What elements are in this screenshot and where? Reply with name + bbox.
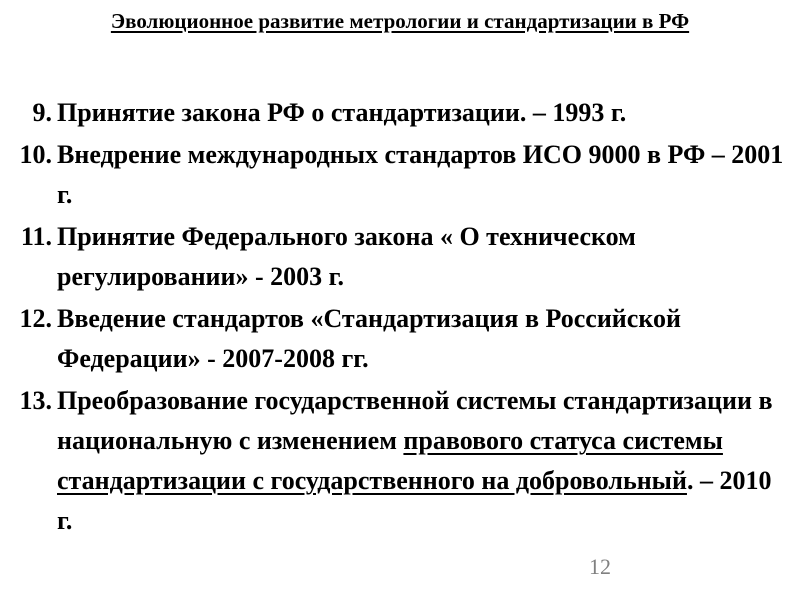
list-item-text-suffix: . – 2010 г. <box>57 466 772 535</box>
list-item-number: 11. <box>20 222 52 251</box>
list-item <box>0 381 790 541</box>
list-item-text: Введение стандартов «Стандартизация в Российской Федерации» - 2007-2008 гг. <box>57 304 681 373</box>
list-item-text: Принятие закона РФ о стандартизации. – 1993 г. <box>57 98 627 127</box>
list-item-text-underlined: правового статуса системы стандартизации с государственного на добровольный <box>57 426 723 495</box>
list-item-number: 9. <box>32 98 52 127</box>
list-item-number: 10. <box>19 140 52 169</box>
list-item-number: 13. <box>19 386 52 415</box>
page-number: 12 <box>589 554 611 579</box>
list-item-text: Принятие Федерального закона « О техническом регулировании» - 2003 г. <box>57 222 636 291</box>
list-item-number: 12. <box>19 304 52 333</box>
list-item-text: Внедрение международных стандартов ИСО 9000 в РФ – 2001 г. <box>57 140 784 209</box>
list-item <box>0 217 790 297</box>
list-item <box>0 93 790 133</box>
list-item-text-plain: Преобразование государственной системы стандартизации в национальную с изменением <box>57 386 773 455</box>
numbered-list <box>0 93 790 543</box>
list-item <box>0 299 790 379</box>
list-item-text <box>52 381 790 541</box>
slide-title: Эволюционное развитие метрологии и стандартизации в РФ <box>110 9 690 33</box>
list-item <box>0 135 790 215</box>
